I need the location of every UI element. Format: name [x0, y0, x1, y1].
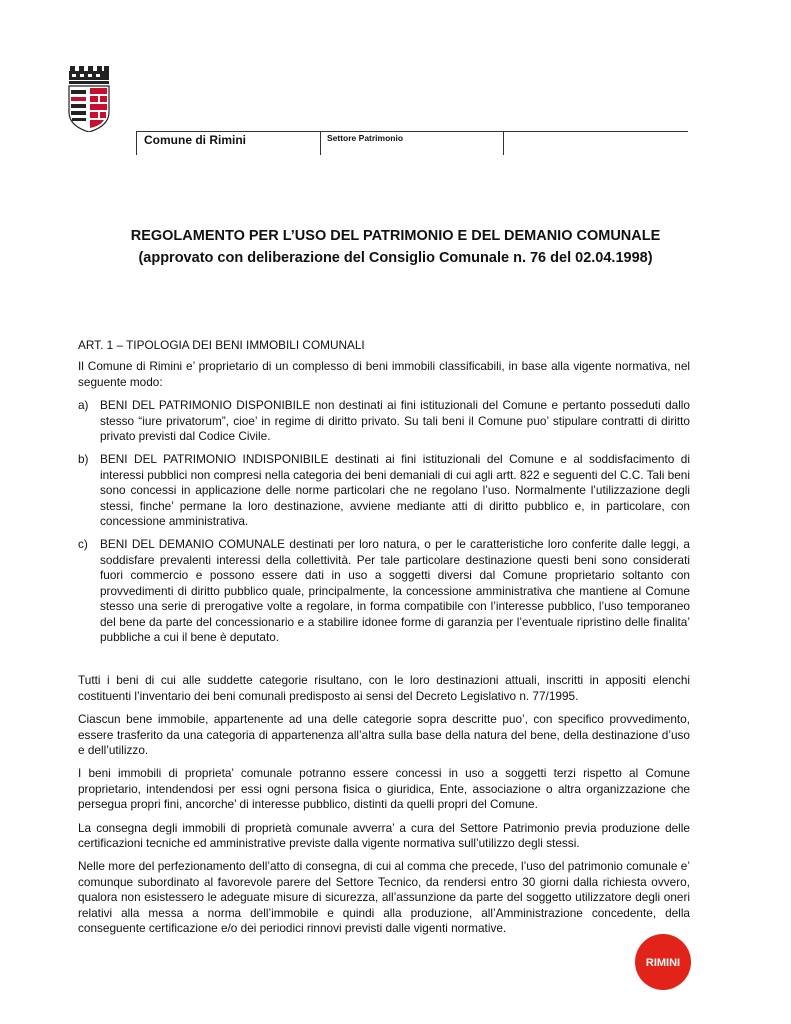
list-item — [78, 398, 690, 444]
category-list — [78, 398, 690, 645]
header-settore: Settore Patrimonio — [327, 133, 404, 143]
paragraph: Tutti i beni di cui alle suddette categorie risultano, con le loro destinazioni attuali, inscritti in appositi elenchi costituenti l’inventario dei beni comunali predisposto ai sensi del Decreto Legislativo n. 77/1995. — [78, 673, 690, 703]
header-divider — [136, 131, 137, 155]
list-marker: c) — [78, 537, 88, 552]
list-item-text: BENI DEL PATRIMONIO INDISPONIBILE destinati ai fini istituzionali del Comune e al soddisfacimento di interessi pubblici non compresi nella categoria dei beni demaniali di cui agli artt. 822 e seguenti del C.C. Tali beni sono concessi in applicazione delle norme particolari che ne regolano l’uso. Normalmente l’utilizzazione degli stessi, finche’ permane la loro destinazione, avviene mediante atti di diritto pubblico e, in particolare, con concessione amministrativa. — [100, 452, 690, 529]
list-item-text: BENI DEL PATRIMONIO DISPONIBILE non destinati ai fini istituzionali del Comune e pertanto posseduti dallo stesso “iure privatorum”, cioe’ in regime di diritto privato. Su tali beni il Comune puo’ stipulare contratti di diritto privato previsti dal Codice Civile. — [100, 398, 690, 444]
document-title: REGOLAMENTO PER L’USO DEL PATRIMONIO E DEL DEMANIO COMUNALE — [130, 228, 661, 244]
paragraph: Ciascun bene immobile, appartenente ad una delle categorie sopra descritte puo’, con specifico provvedimento, essere trasferito da una categoria di appartenenza all’altra sulla base della natura del bene, della destinazione d’uso e dell’utilizzo. — [78, 712, 690, 757]
rimini-logo — [634, 933, 692, 991]
list-marker: b) — [78, 452, 89, 467]
paragraph: La consegna degli immobili di proprietà comunale avverra’ a cura del Settore Patrimonio previa produzione delle certificazioni tecniche ed amministrative previste dalla vigente normativa sull’utilizzo degli stessi. — [78, 820, 690, 850]
document-subtitle: (approvato con deliberazione del Consiglio Comunale n. 76 del 02.04.1998) — [138, 250, 653, 266]
header-rule — [136, 131, 688, 132]
paragraph: I beni immobili di proprieta’ comunale potranno essere concessi in uso a soggetti terzi rispetto al Comune proprietario, intendendosi per essi ogni persona fisica o giuridica, Ente, associazione o altra organizzazione che persegua propri fini, ancorche’ di interesse pubblico, distinti da quelli propri del Comune. — [78, 766, 690, 812]
article-intro: Il Comune di Rimini e’ proprietario di un complesso di beni immobili classificabili, in base alla vigente normativa, nel seguente modo: — [78, 359, 690, 389]
header-comune: Comune di Rimini — [144, 133, 246, 147]
list-item — [78, 537, 690, 645]
rimini-logo-text: RIMINI — [645, 957, 681, 969]
paragraph: Nelle more del perfezionamento dell’atto di consegna, di cui al comma che precede, l’uso del patrimonio comunale e’ comunque subordinato al favorevole parere del Settore Tecnico, da rendersi entro 30 giorni dalla richiesta ovvero, qualora non esistessero le adeguate misure di sicurezza, all’assunzione da parte del soggetto utilizzatore degli oneri relativi alla messa a norma dell’immobile e quindi alla produzione, all’Amministrazione concedente, della conseguente certificazione e/o dei periodici rinnovi previsti dalle vigenti normative. — [78, 859, 690, 935]
rimini-crest-icon — [66, 66, 110, 132]
document-body — [78, 338, 690, 944]
list-marker: a) — [78, 398, 89, 413]
article-heading: ART. 1 – TIPOLOGIA DEI BENI IMMOBILI COMUNALI — [78, 338, 365, 352]
list-item-text: BENI DEL DEMANIO COMUNALE destinati per loro natura, o per le caratteristiche loro conferite dalle leggi, a soddisfare prevalenti interessi della collettività. Per tale particolare destinazione questi beni sono considerati fuori commercio e possono essere dati in uso a soggetti diversi dal Comune proprietario soltanto con provvedimenti di diritto pubblico quale, principalmente, la concessione amministrativa che mantiene al Comune stesso una serie di prerogative volte a regolare, in forma compatibile con l’interesse pubblico, l’uso temporaneo del bene da parte del concessionario e a stabilire idonee forme di garanzia per l’eventuale ripristino delle finalita’ pubbliche a cui il bene è deputato. — [100, 537, 690, 644]
header-divider — [320, 131, 321, 155]
header-divider — [503, 131, 504, 155]
list-item — [78, 452, 690, 529]
